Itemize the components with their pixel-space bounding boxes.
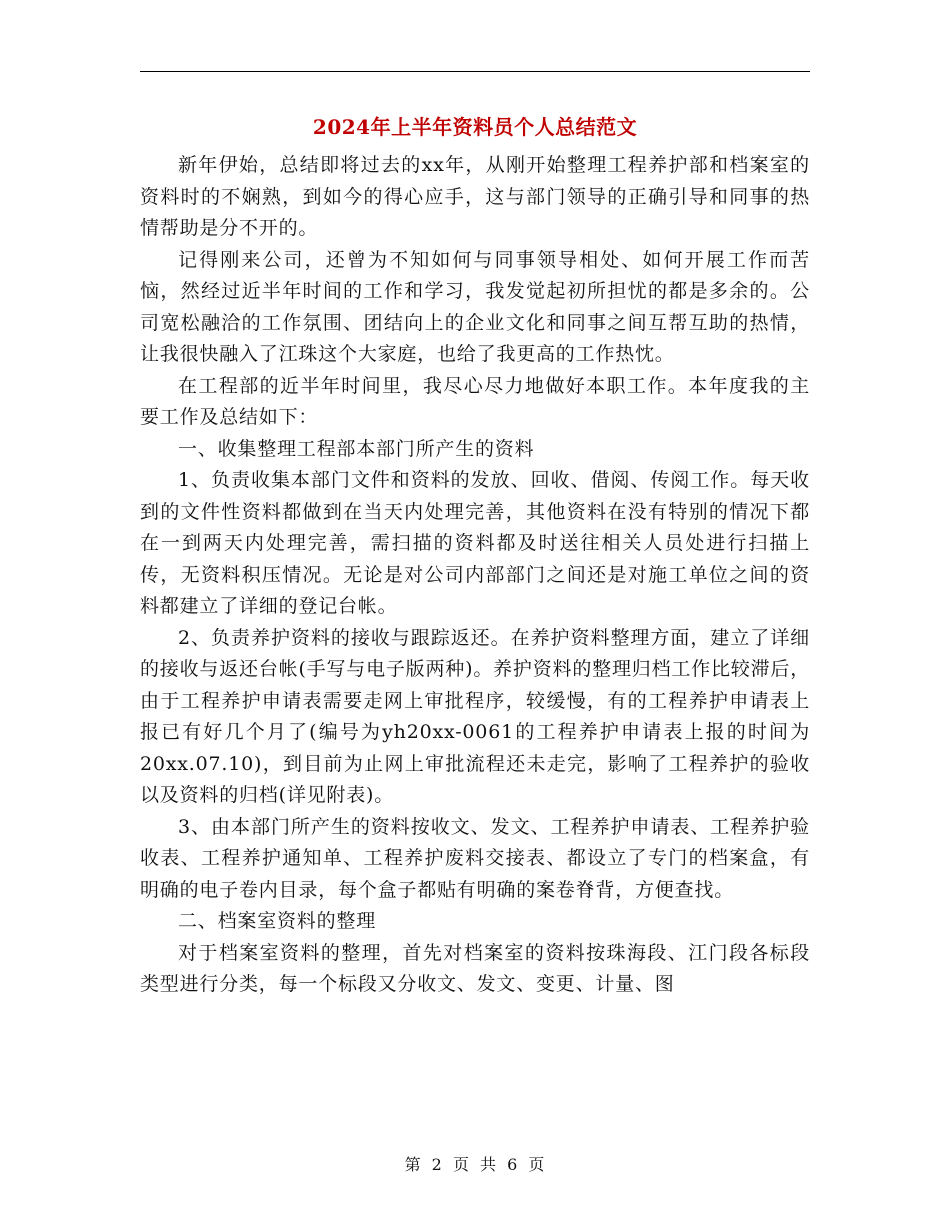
paragraph: 新年伊始，总结即将过去的xx年，从刚开始整理工程养护部和档案室的资料时的不娴熟，到如今的得心应手，这与部门领导的正确引导和同事的热情帮助是分不开的。	[140, 154, 810, 239]
header-rule	[140, 71, 810, 72]
document-title: 2024年上半年资料员个人总结范文	[312, 115, 638, 139]
section-heading: 二、档案室资料的整理	[178, 910, 377, 932]
paragraph: 记得刚来公司，还曾为不知如何与同事领导相处、如何开展工作而苦恼，然经过近半年时间的工作和学习，我发觉起初所担忧的都是多余的。公司宽松融洽的工作氛围、团结向上的企业文化和同事之间互帮互助的热情，让我很快融入了江珠这个大家庭，也给了我更高的工作热忱。	[140, 248, 810, 365]
section-heading: 一、收集整理工程部本部门所产生的资料	[178, 437, 535, 460]
paragraph: 对于档案室资料的整理，首先对档案室的资料按珠海段、江门段各标段类型进行分类，每一个标段又分收文、发文、变更、计量、图	[140, 941, 810, 995]
paragraph: 1、负责收集本部门文件和资料的发放、回收、借阅、传阅工作。每天收到的文件性资料都做到在当天内处理完善，其他资料在没有特别的情况下都在一到两天内处理完善，需扫描的资料都及时送往相关人员处进行扫描上传，无资料积压情况。无论是对公司内部部门之间还是对施工单位之间的资料都建立了详细的登记台帐。	[140, 469, 810, 617]
page-number: 第 2 页 共 6 页	[404, 1155, 546, 1174]
paragraph: 在工程部的近半年时间里，我尽心尽力地做好本职工作。本年度我的主要工作及总结如下：	[140, 374, 810, 428]
paragraph: 2、负责养护资料的接收与跟踪返还。在养护资料整理方面，建立了详细的接收与返还台帐(手写与电子版两种)。养护资料的整理归档工作比较滞后，由于工程养护申请表需要走网上审批程序，较缓慢，有的工程养护申请表上报已有好几个月了(编号为yh20xx-0061的工程养护申请表上报的时间为20xx.07.10)，到目前为止网上审批流程还未走完，影响了工程养护的验收以及资料的归档(详见附表)。	[140, 626, 810, 806]
document-body	[140, 150, 810, 1001]
paragraph: 3、由本部门所产生的资料按收文、发文、工程养护申请表、工程养护验收表、工程养护通知单、工程养护废料交接表、都设立了专门的档案盒，有明确的电子卷内目录，每个盒子都贴有明确的案卷脊背，方便查找。	[140, 815, 810, 901]
